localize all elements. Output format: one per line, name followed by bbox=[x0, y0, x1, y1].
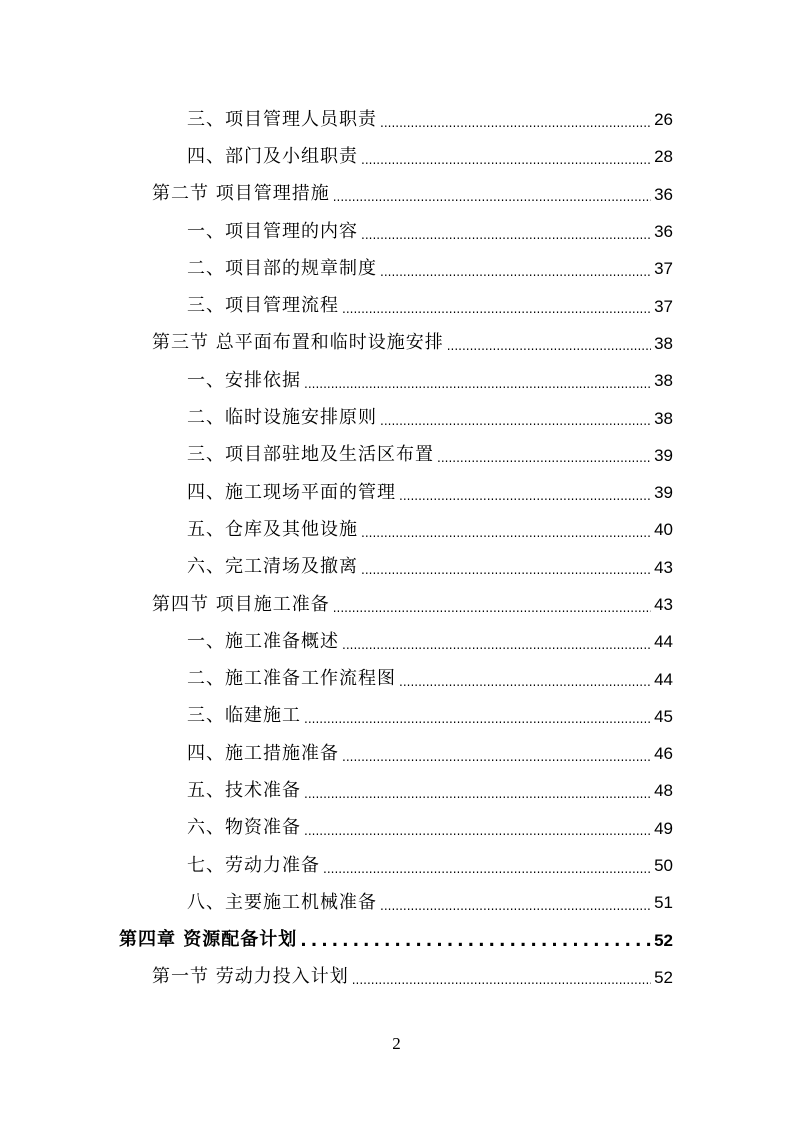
toc-entry-section[interactable] bbox=[0, 325, 793, 362]
toc-entry-title: 七、劳动力准备 bbox=[187, 854, 320, 876]
toc-dot-leader bbox=[399, 490, 651, 502]
toc-entry-title: 六、完工清场及撤离 bbox=[187, 556, 358, 578]
toc-entry-page: 43 bbox=[654, 595, 673, 614]
toc-entry-title: 六、物资准备 bbox=[187, 817, 301, 839]
toc-entry-title: 四、施工措施准备 bbox=[187, 742, 339, 764]
toc-entry-item[interactable] bbox=[0, 623, 793, 660]
toc-entry-section[interactable] bbox=[0, 959, 793, 996]
toc-entry-page: 38 bbox=[654, 371, 673, 391]
toc-dot-leader bbox=[447, 340, 651, 352]
toc-entry-page: 49 bbox=[654, 818, 673, 838]
toc-dot-leader bbox=[380, 900, 651, 912]
toc-entry-page: 39 bbox=[654, 483, 673, 503]
toc-entry-item[interactable] bbox=[0, 213, 793, 250]
toc-dot-leader bbox=[361, 527, 651, 539]
toc-dot-leader bbox=[342, 751, 651, 763]
toc-entry-title: 一、安排依据 bbox=[187, 369, 301, 391]
toc-entry-page: 26 bbox=[654, 110, 673, 130]
toc-entry-page: 38 bbox=[654, 333, 673, 353]
toc-entry-item[interactable] bbox=[0, 474, 793, 511]
toc-entry-item[interactable] bbox=[0, 362, 793, 399]
page-number: 2 bbox=[392, 1034, 401, 1053]
toc-dot-leader bbox=[380, 415, 651, 427]
toc-entry-title: 三、项目部驻地及生活区布置 bbox=[187, 444, 434, 466]
toc-entry-page: 45 bbox=[654, 706, 673, 726]
toc-dot-leader bbox=[437, 452, 651, 464]
toc-entry-title: 二、项目部的规章制度 bbox=[187, 257, 377, 279]
toc-dot-leader bbox=[304, 788, 651, 800]
toc-entry-page: 40 bbox=[654, 520, 673, 540]
toc-entry-page: 52 bbox=[654, 930, 673, 950]
table-of-contents bbox=[0, 101, 793, 996]
toc-entry-page: 43 bbox=[654, 557, 673, 577]
toc-entry-page: 39 bbox=[654, 445, 673, 465]
toc-entry-title: 三、项目管理流程 bbox=[187, 295, 339, 317]
toc-entry-section[interactable] bbox=[0, 586, 793, 623]
toc-entry-chapter[interactable] bbox=[0, 922, 793, 959]
toc-dot-leader bbox=[300, 933, 651, 950]
toc-entry-title: 第二节 项目管理措施 bbox=[152, 183, 330, 205]
toc-entry-item[interactable] bbox=[0, 138, 793, 175]
toc-entry-title: 三、项目管理人员职责 bbox=[187, 108, 377, 130]
toc-entry-page: 36 bbox=[654, 222, 673, 242]
toc-entry-page: 51 bbox=[654, 893, 673, 913]
toc-dot-leader bbox=[304, 378, 651, 390]
toc-entry-item[interactable] bbox=[0, 511, 793, 548]
toc-entry-page: 37 bbox=[654, 259, 673, 279]
toc-entry-item[interactable] bbox=[0, 549, 793, 586]
toc-entry-page: 36 bbox=[654, 184, 673, 204]
toc-entry-item[interactable] bbox=[0, 660, 793, 697]
toc-entry-page: 52 bbox=[654, 967, 673, 987]
toc-dot-leader bbox=[333, 602, 651, 614]
toc-entry-title: 第四章 资源配备计划 bbox=[119, 929, 298, 951]
toc-entry-item[interactable] bbox=[0, 735, 793, 772]
toc-entry-title: 一、施工准备概述 bbox=[187, 630, 339, 652]
toc-entry-title: 第三节 总平面布置和临时设施安排 bbox=[152, 332, 444, 354]
toc-entry-title: 四、施工现场平面的管理 bbox=[187, 481, 396, 503]
toc-entry-item[interactable] bbox=[0, 101, 793, 138]
toc-dot-leader bbox=[323, 863, 651, 875]
toc-entry-title: 四、部门及小组职责 bbox=[187, 145, 358, 167]
toc-dot-leader bbox=[333, 191, 651, 203]
toc-entry-item[interactable] bbox=[0, 847, 793, 884]
toc-entry-title: 第一节 劳动力投入计划 bbox=[152, 966, 349, 988]
toc-entry-item[interactable] bbox=[0, 772, 793, 809]
toc-entry-title: 一、项目管理的内容 bbox=[187, 220, 358, 242]
toc-entry-item[interactable] bbox=[0, 287, 793, 324]
toc-entry-title: 八、主要施工机械准备 bbox=[187, 891, 377, 913]
toc-entry-page: 46 bbox=[654, 744, 673, 764]
toc-dot-leader bbox=[361, 564, 651, 576]
toc-entry-item[interactable] bbox=[0, 437, 793, 474]
toc-dot-leader bbox=[342, 639, 651, 651]
toc-dot-leader bbox=[352, 974, 651, 986]
toc-entry-title: 五、仓库及其他设施 bbox=[187, 518, 358, 540]
toc-entry-item[interactable] bbox=[0, 698, 793, 735]
toc-dot-leader bbox=[380, 117, 651, 129]
toc-entry-title: 五、技术准备 bbox=[187, 779, 301, 801]
toc-entry-title: 二、临时设施安排原则 bbox=[187, 407, 377, 429]
toc-dot-leader bbox=[380, 266, 651, 278]
toc-dot-leader bbox=[361, 229, 651, 241]
toc-entry-item[interactable] bbox=[0, 884, 793, 921]
toc-entry-page: 44 bbox=[654, 632, 673, 652]
toc-entry-page: 37 bbox=[654, 296, 673, 316]
toc-dot-leader bbox=[304, 713, 651, 725]
toc-entry-title: 第四节 项目施工准备 bbox=[152, 593, 330, 615]
toc-entry-page: 38 bbox=[654, 408, 673, 428]
toc-entry-page: 50 bbox=[654, 856, 673, 876]
toc-dot-leader bbox=[361, 154, 651, 166]
toc-dot-leader bbox=[304, 825, 651, 837]
toc-entry-section[interactable] bbox=[0, 176, 793, 213]
toc-dot-leader bbox=[399, 676, 651, 688]
toc-entry-item[interactable] bbox=[0, 399, 793, 436]
toc-entry-page: 44 bbox=[654, 669, 673, 689]
toc-entry-title: 二、施工准备工作流程图 bbox=[187, 668, 396, 690]
toc-entry-page: 28 bbox=[654, 147, 673, 167]
toc-dot-leader bbox=[342, 303, 651, 315]
toc-entry-item[interactable] bbox=[0, 810, 793, 847]
toc-entry-item[interactable] bbox=[0, 250, 793, 287]
toc-entry-page: 48 bbox=[654, 781, 673, 801]
toc-entry-title: 三、临建施工 bbox=[187, 705, 301, 727]
